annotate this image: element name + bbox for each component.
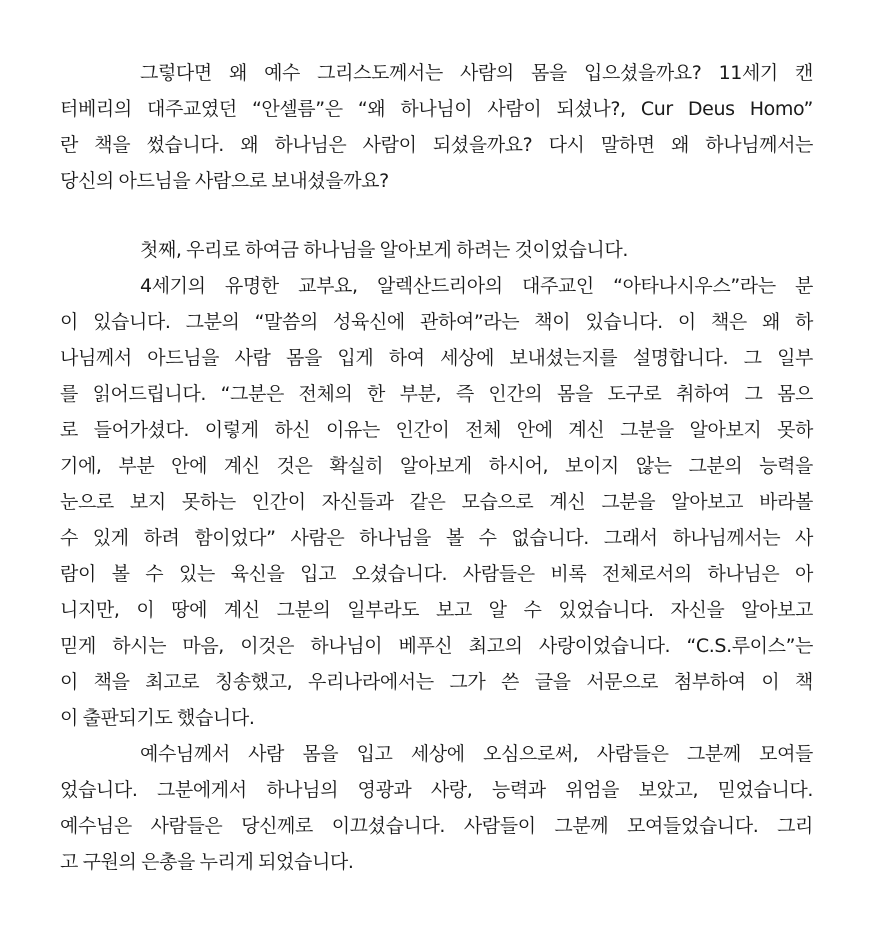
text-line: 니지만, 이 땅에 계신 그분의 일부라도 보고 알 수 있었습니다. 자신을 알아보고 <box>60 599 813 621</box>
text-line: 로 들어가셨다. 이렇게 하신 이유는 인간이 전체 안에 계신 그분을 알아보지 못하 <box>60 419 813 441</box>
text-line: 그렇다면 왜 예수 그리스도께서는 사람의 몸을 입으셨을까요? 11세기 캔 <box>140 62 813 84</box>
text-line: 예수님은 사람들은 당신께로 이끄셨습니다. 사람들이 그분께 모여들었습니다. 그리 <box>60 815 813 837</box>
text-line: 당신의 아드님을 사람으로 보내셨을까요? <box>60 170 389 192</box>
text-line: 나님께서 아드님을 사람 몸을 입게 하여 세상에 보내셨는지를 설명합니다. 그 일부 <box>60 347 813 369</box>
paragraph-conclusion <box>60 736 813 880</box>
paragraph-athanasius <box>60 268 813 736</box>
text-line: 람이 볼 수 있는 육신을 입고 오셨습니다. 사람들은 비록 전체로서의 하나님은 아 <box>60 563 813 585</box>
paragraph-first-point <box>60 232 813 268</box>
text-line: 이 있습니다. 그분의 “말씀의 성육신에 관하여”라는 책이 있습니다. 이 책은 왜 하 <box>60 311 813 333</box>
text-line: 첫째, 우리로 하여금 하나님을 알아보게 하려는 것이었습니다. <box>140 239 628 261</box>
text-line: 를 읽어드립니다. “그분은 전체의 한 부분, 즉 인간의 몸을 도구로 취하여 그 몸으 <box>60 383 813 405</box>
text-line: 었습니다. 그분에게서 하나님의 영광과 사랑, 능력과 위엄을 보았고, 믿었습니다. <box>60 779 813 801</box>
text-line: 터베리의 대주교였던 “안셀름”은 “왜 하나님이 사람이 되셨나?, Cur Deus Homo” <box>60 98 813 120</box>
text-line: 예수님께서 사람 몸을 입고 세상에 오심으로써, 사람들은 그분께 모여들 <box>140 743 813 765</box>
text-line: 이 출판되기도 했습니다. <box>60 707 255 729</box>
text-line: 믿게 하시는 마음, 이것은 하나님이 베푸신 최고의 사랑이었습니다. “C.S.루이스”는 <box>60 635 813 657</box>
text-line: 란 책을 썼습니다. 왜 하나님은 사람이 되셨을까요? 다시 말하면 왜 하나님께서는 <box>60 134 813 156</box>
text-line: 눈으로 보지 못하는 인간이 자신들과 같은 모습으로 계신 그분을 알아보고 바라볼 <box>60 491 813 513</box>
paragraph-intro <box>60 55 813 199</box>
text-line: 수 있게 하려 함이었다” 사람은 하나님을 볼 수 없습니다. 그래서 하나님께서는 사 <box>60 527 813 549</box>
text-line: 4세기의 유명한 교부요, 알렉산드리아의 대주교인 “아타나시우스”라는 분 <box>140 275 813 297</box>
text-line: 고 구원의 은총을 누리게 되었습니다. <box>60 851 354 873</box>
text-line: 기에, 부분 안에 계신 것은 확실히 알아보게 하시어, 보이지 않는 그분의 능력을 <box>60 455 813 477</box>
paragraph-gap <box>60 199 813 232</box>
text-line: 이 책을 최고로 칭송했고, 우리나라에서는 그가 쓴 글을 서문으로 첨부하여 이 책 <box>60 671 813 693</box>
document-page <box>60 55 813 880</box>
